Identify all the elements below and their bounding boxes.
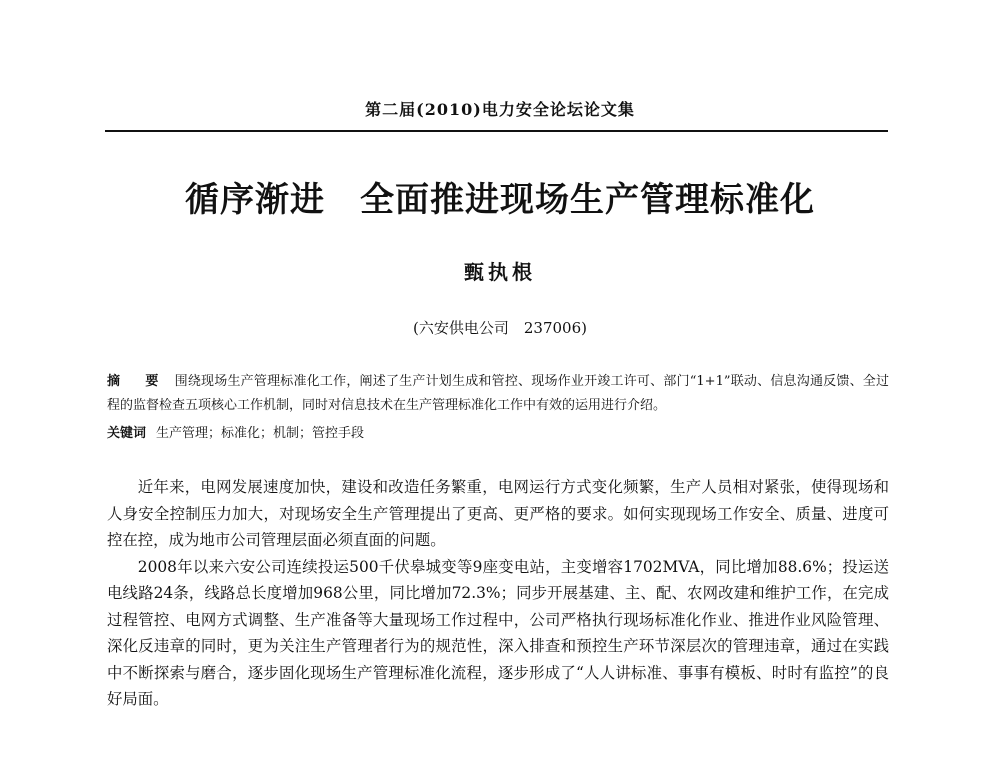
body-paragraph: 近年来，电网发展速度加快，建设和改造任务繁重，电网运行方式变化频繁，生产人员相对紧张，使得现场和人身安全控制压力加大，对现场安全生产管理提出了更高、更严格的要求。如何实现现场工作安全、质量、进度可控在控，成为地市公司管理层面必须直面的问题。 xyxy=(107,478,889,549)
keywords-label: 关键词 xyxy=(107,426,147,441)
abstract-text: 围绕现场生产管理标准化工作，阐述了生产计划生成和管控、现场作业开竣工许可、部门“1+1”联动、信息沟通反馈、全过程的监督检查五项核心工作机制，同时对信息技术在生产管理标准化工作中有效的运用进行介绍。 xyxy=(107,374,889,413)
paper-title: 循序渐进 全面推进现场生产管理标准化 xyxy=(185,180,815,220)
running-header: 第二届(2010)电力安全论坛论文集 xyxy=(365,100,635,119)
body-text xyxy=(107,474,889,713)
author-name: 甄执根 xyxy=(464,260,536,284)
abstract-label: 摘 要 xyxy=(107,374,165,389)
abstract xyxy=(107,370,889,418)
header-rule xyxy=(105,130,888,132)
keywords xyxy=(107,422,889,446)
keywords-text: 生产管理；标准化；机制；管控手段 xyxy=(156,426,365,441)
body-paragraph: 2008年以来六安公司连续投运500千伏皋城变等9座变电站，主变增容1702MVA，同比增加88.6%；投运送电线路24条，线路总长度增加968公里，同比增加72.3%；同步开展基建、主、配、农网改建和维护工作，在完成过程管控、电网方式调整、生产准备等大量现场工作过程中，公司严格执行现场标准化作业、推进作业风险管理、深化反违章的同时，更为关注生产管理者行为的规范性，深入排查和预控生产环节深层次的管理违章，通过在实践中不断探索与磨合，逐步固化现场生产管理标准化流程，逐步形成了“人人讲标准、事事有模板、时时有监控”的良好局面。 xyxy=(107,557,889,708)
author-affiliation: (六安供电公司 237006) xyxy=(413,319,587,337)
